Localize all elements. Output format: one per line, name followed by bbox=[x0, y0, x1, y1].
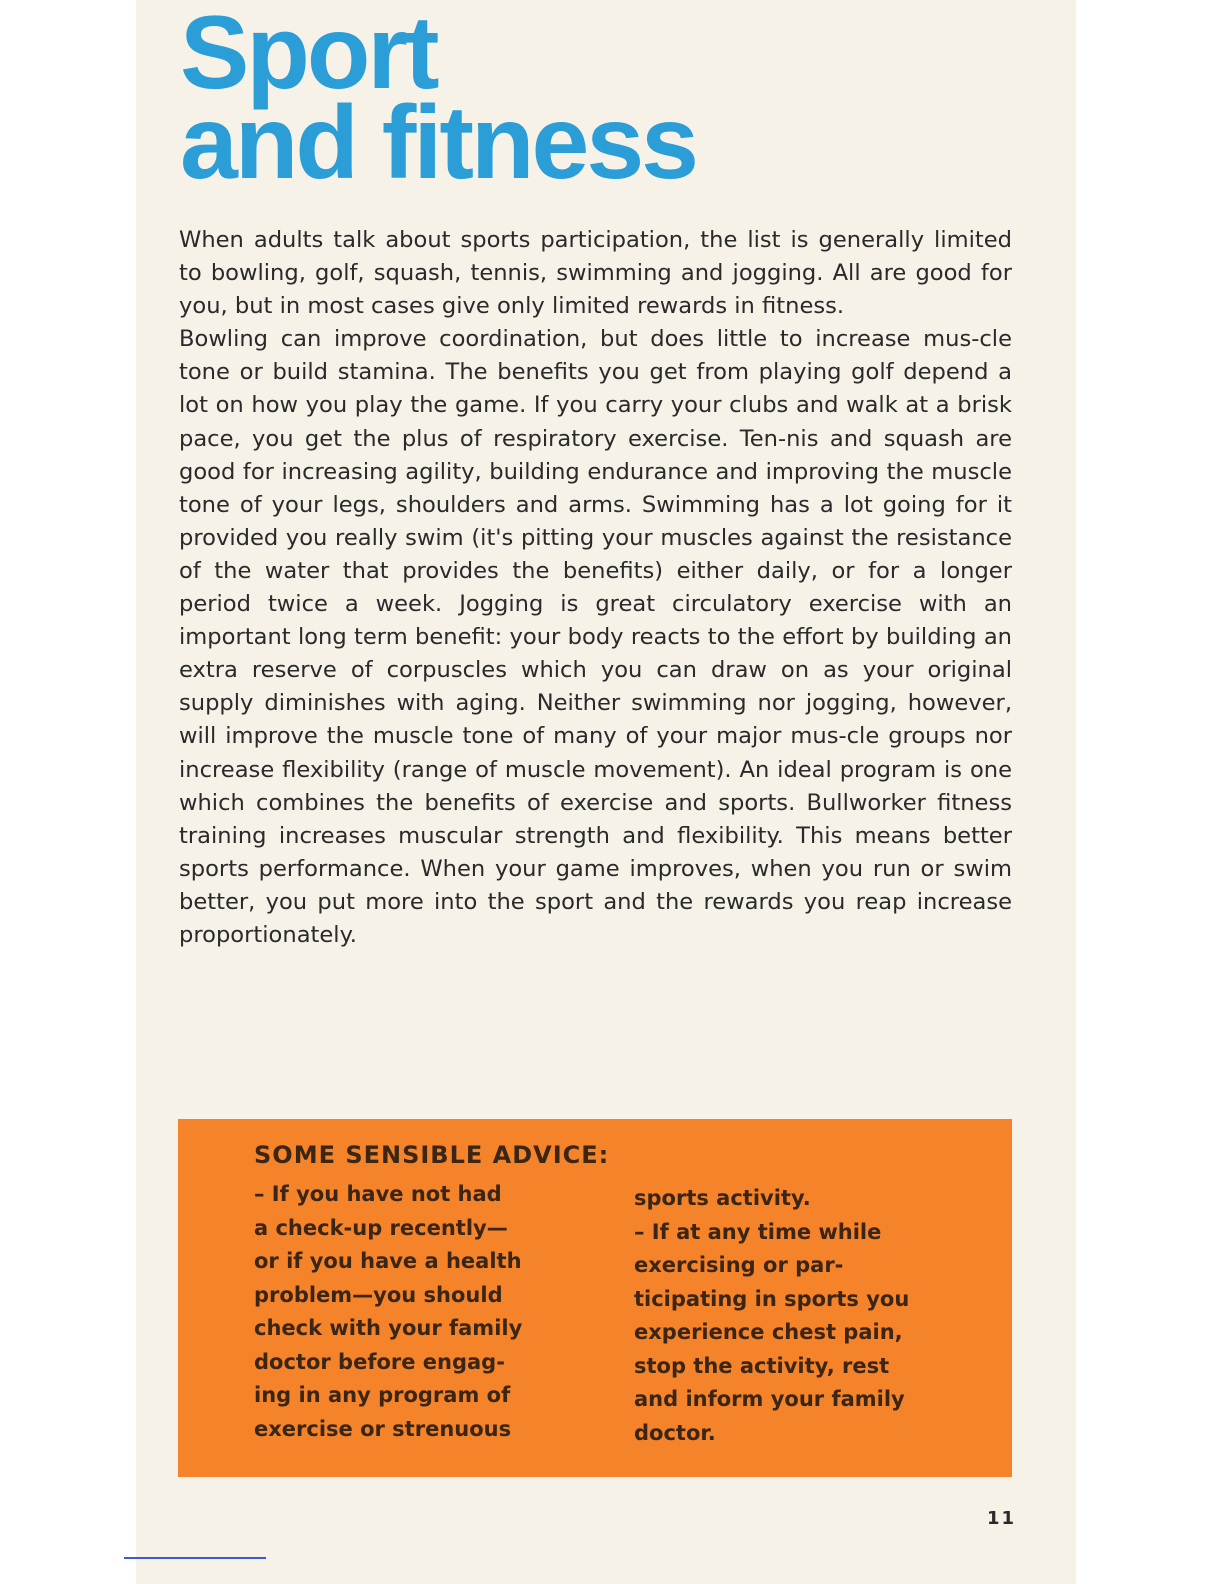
title-line-2: and fitness bbox=[180, 85, 696, 201]
scan-underline bbox=[124, 1557, 266, 1559]
body-text bbox=[179, 224, 1012, 952]
advice-box bbox=[178, 1119, 1012, 1477]
book-page bbox=[136, 0, 1076, 1584]
paragraph-intro: When adults talk about sports participation, the list is generally limited to bowling, golf, squash, tennis, swimming and jogging. All are good for you, but in most cases give only limited rewards in fitness. bbox=[179, 227, 1012, 320]
advice-right-column: sports activity. – If at any time while exercising or par- ticipating in sports you experience chest pain, stop the activity, rest and inform your family doctor. bbox=[634, 1186, 910, 1445]
title-line-1: Sport bbox=[180, 0, 437, 111]
advice-left-column: – If you have not had a check-up recently— or if you have a health problem—you should check with your family doctor before engag- ing in any program of exercise or strenuous bbox=[254, 1182, 523, 1441]
page-number: 11 bbox=[986, 1508, 1016, 1529]
advice-heading: SOME SENSIBLE ADVICE: bbox=[254, 1141, 610, 1169]
paragraph-sports: Bowling can improve coordination, but does little to increase mus-cle tone or build stamina. The benefits you get from playing golf depend a lot on how you play the game. If you carry your clubs and walk at a brisk pace, you get the plus of respiratory exercise. Ten-nis and squash are good for increasing agility, building endurance and improving the muscle tone of your legs, shoulders and arms. Swimming has a lot going for it provided you really swim (it's pitting your muscles against the resistance of the water that provides the benefits) either daily, or for a longer period twice a week. Jogging is great circulatory exercise with an important long term benefit: your body reacts to the effort by building an extra reserve of corpuscles which you can draw on as your original supply diminishes with aging. Neither swimming nor jogging, however, will improve the muscle tone of many of your major mus-cle groups nor increase flexibility (range of muscle movement). An ideal program is one which combines the benefits of exercise and sports. Bullworker fitness training increases muscular strength and flexibility. This means better sports performance. When your game improves, when you run or swim better, you put more into the sport and the rewards you reap increase proportionately. bbox=[179, 326, 1012, 948]
page-title bbox=[180, 0, 696, 201]
